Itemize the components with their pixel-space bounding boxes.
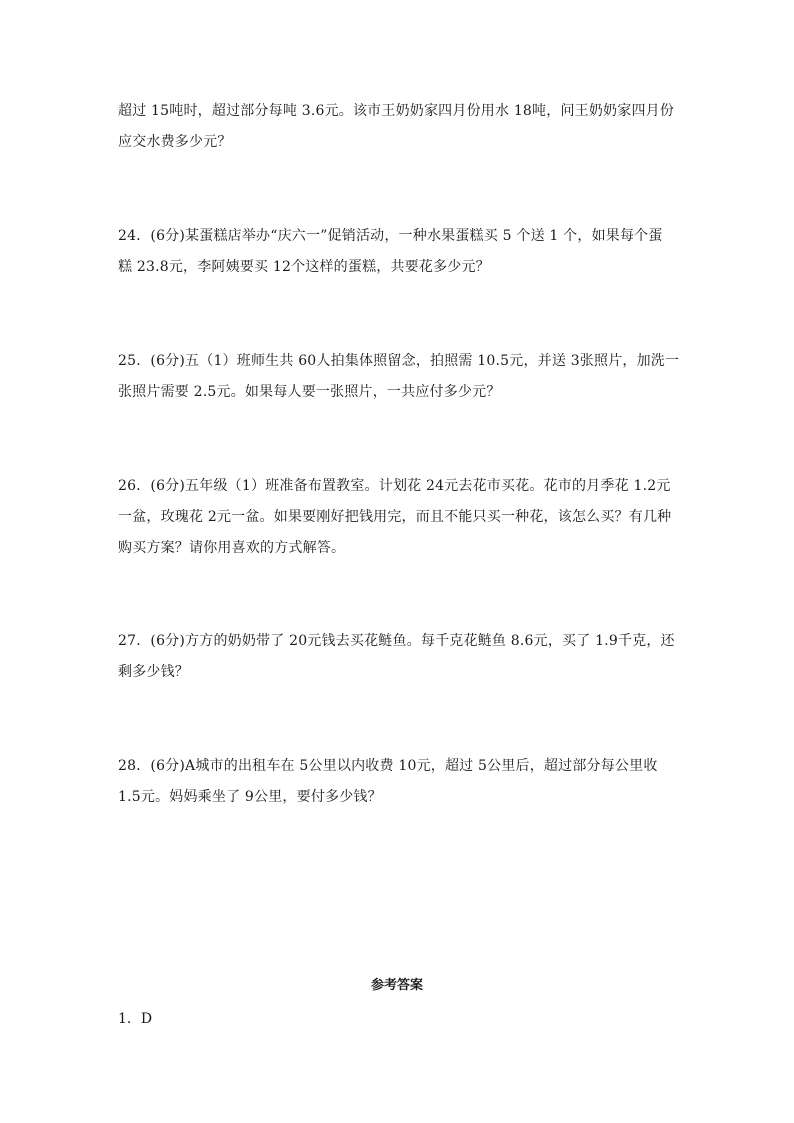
text-line: 28．(6分)A城市的出租车在 5公里以内收费 10元，超过 5公里后，超过部分每公里收 — [118, 758, 658, 774]
answers-heading: 参考答案 — [370, 978, 423, 993]
answer-item: 1．D — [118, 1011, 153, 1027]
text-line: 24．(6分)某蛋糕店举办“庆六一”促销活动，一种水果蛋糕买 5 个送 1 个，如果每个蛋 — [118, 228, 663, 244]
question-26 — [118, 471, 678, 564]
text-line: 应交水费多少元？ — [118, 134, 232, 150]
text-line: 购买方案？请你用喜欢的方式解答。 — [118, 540, 346, 556]
question-23-continued — [118, 96, 678, 158]
text-line: 26．(6分)五年级（1）班准备布置教室。计划花 24元去花市买花。花市的月季花 1.2元 — [118, 478, 671, 494]
text-line: 一盆，玫瑰花 2元一盆。如果要刚好把钱用完，而且不能只买一种花，该怎么买？有几种 — [118, 509, 672, 525]
text-line: 25．(6分)五（1）班师生共 60人拍集体照留念，拍照需 10.5元，并送 3张照片，加洗一 — [118, 353, 680, 369]
question-27 — [118, 626, 678, 688]
question-25 — [118, 346, 678, 408]
text-line: 27．(6分)方方的奶奶带了 20元钱去买花鲢鱼。每千克花鲢鱼 8.6元，买了 1.9千克，还 — [118, 633, 675, 649]
text-line: 1.5元。妈妈乘坐了 9公里，要付多少钱？ — [118, 789, 382, 805]
text-line: 张照片需要 2.5元。如果每人要一张照片，一共应付多少元？ — [118, 384, 501, 400]
text-line: 剩多少钱？ — [118, 664, 189, 680]
text-line: 糕 23.8元，李阿姨要买 12个这样的蛋糕，共要花多少元？ — [118, 259, 490, 275]
text-line: 超过 15吨时，超过部分每吨 3.6元。该市王奶奶家四月份用水 18吨，问王奶奶家四月份 — [118, 103, 675, 119]
question-24 — [118, 221, 678, 283]
question-28 — [118, 751, 678, 813]
